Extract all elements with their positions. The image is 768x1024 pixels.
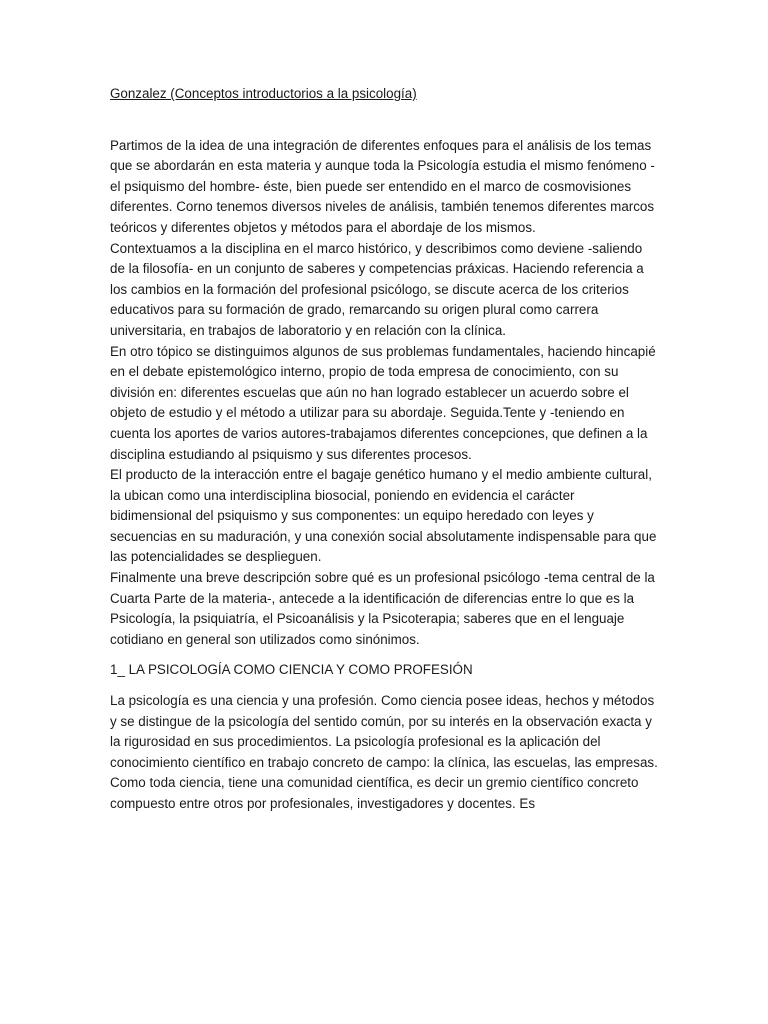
intro-paragraph: El producto de la interacción entre el bagaje genético humano y el medio ambiente cultural, la ubican como una interdisciplina biosocial, poniendo en evidencia el carácter bidimensional del psiquismo y sus componentes: un equipo heredado con leyes y secuencias en su maduración, y una conexión social absolutamente indispensable para que las potencialidades se desplieguen. xyxy=(110,467,657,565)
section-heading: 1_ LA PSICOLOGÍA COMO CIENCIA Y COMO PROFESIÓN xyxy=(110,662,473,678)
intro-paragraph: Partimos de la idea de una integración de diferentes enfoques para el análisis de los temas que se abordarán en esta materia y aunque toda la Psicología estudia el mismo fenómeno -el psiquismo del hombre- éste, bien puede ser entendido en el marco de cosmovisiones diferentes. Corno tenemos diversos niveles de análisis, también tenemos diferentes marcos teóricos y diferentes objetos y métodos para el abordaje de los mismos. xyxy=(110,137,655,235)
section-paragraph: Como toda ciencia, tiene una comunidad científica, es decir un gremio científico concreto compuesto entre otros por profesionales, investigadores y docentes. Es xyxy=(110,775,639,811)
intro-paragraph: Contextuamos a la disciplina en el marco histórico, y describimos como deviene -saliendo de la filosofía- en un conjunto de saberes y competencias práxicas. Haciendo referencia a los cambios en la formación del profesional psicólogo, se discute acerca de los criterios educativos para su formación de grado, remarcando su origen plural como carrera universitaria, en trabajos de laboratorio y en relación con la clínica. xyxy=(110,240,644,338)
document-title: Gonzalez (Conceptos introductorios a la psicología) xyxy=(110,86,417,101)
document-body xyxy=(110,84,658,815)
intro-paragraph: En otro tópico se distinguimos algunos de sus problemas fundamentales, haciendo hincapié en el debate epistemológico interno, propio de toda empresa de conocimiento, con su división en: diferentes escuelas que aún no han logrado establecer un acuerdo sobre el objeto de estudio y el método a utilizar para su abordaje. Seguida.Tente y -teniendo en cuenta los aportes de varios autores-trabajamos diferentes concepciones, que definen a la disciplina estudiando al psiquismo y sus diferentes procesos. xyxy=(110,343,656,462)
section-paragraph: La psicología es una ciencia y una profesión. Como ciencia posee ideas, hechos y métodos y se distingue de la psicología del sentido común, por su interés en la observación exacta y la rigurosidad en sus procedimientos. La psicología profesional es la aplicación del conocimiento científico en trabajo concreto de campo: la clínica, las escuelas, las empresas. xyxy=(110,693,658,770)
intro-paragraph: Finalmente una breve descripción sobre qué es un profesional psicólogo -tema central de la Cuarta Parte de la materia-, antecede a la identificación de diferencias entre lo que es la Psicología, la psiquiatría, el Psicoanálisis y la Psicoterapia; saberes que en el lenguaje cotidiano en general son utilizados como sinónimos. xyxy=(110,570,655,647)
